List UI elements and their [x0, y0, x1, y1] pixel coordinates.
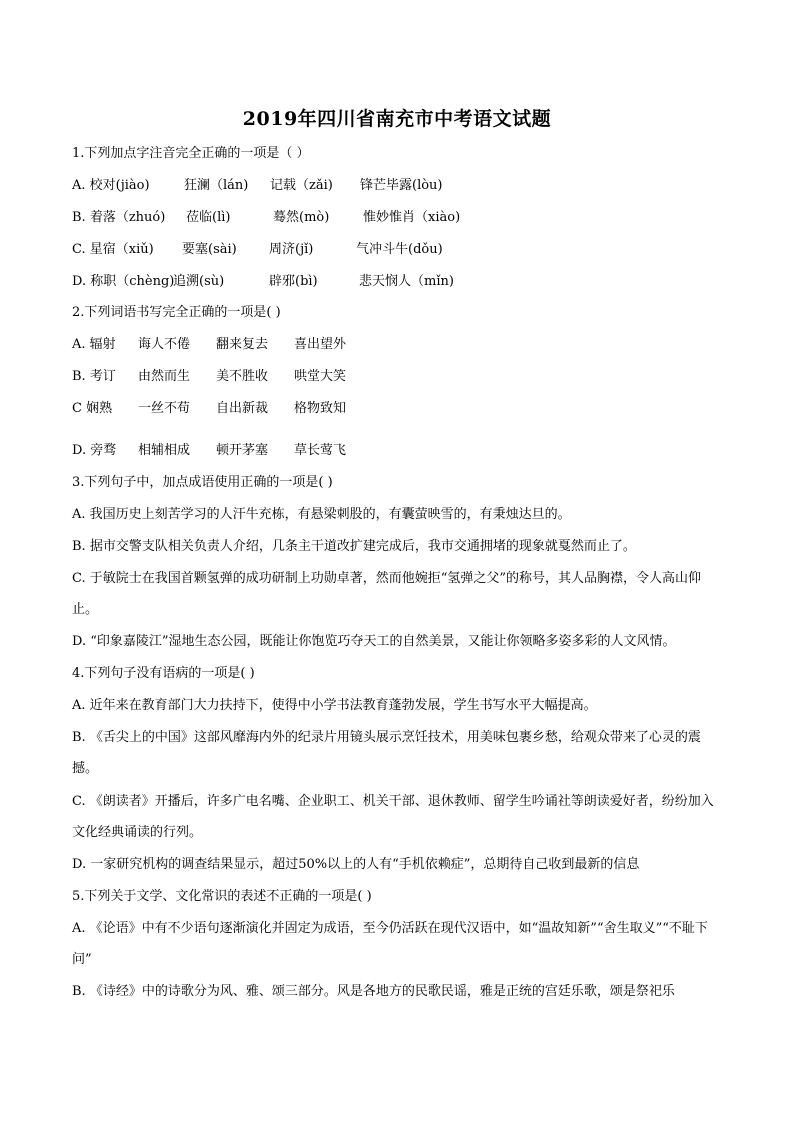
option-item: D. 称职（chèng) [72, 274, 175, 289]
question-4-option-a: A. 近年来在教育部门大力扶持下，使得中小学书法教育蓬勃发展，学生书写水平大幅提高。 [72, 698, 597, 713]
option-item: 自出新裁 [216, 401, 269, 416]
question-3-option-d: D. “印象嘉陵江”湿地生态公园，既能让你饱览巧夺天工的自然美景，又能让你领略多姿多彩的人文风情。 [72, 634, 676, 649]
option-item: 锋芒毕露(lòu) [360, 178, 443, 193]
question-5-stem: 5.下列关于文学、文化常识的表述不正确的一项是( ) [72, 889, 372, 904]
option-item: B. 着落（zhuó) [72, 210, 166, 225]
question-1-option-d [72, 274, 454, 290]
option-item: 翻来复去 [216, 337, 269, 352]
option-item: 草长莺飞 [294, 443, 347, 458]
option-item: 气冲斗牛(dǒu) [356, 242, 443, 257]
option-item: 哄堂大笑 [294, 369, 347, 384]
question-2-option-b [72, 369, 346, 385]
option-item: 惟妙惟肖（xiào) [363, 210, 461, 225]
question-4-option-c: C. 《朗读者》开播后，许多广电名嘴、企业职工、机关干部、退休教师、留学生吟诵社等朗读爱好者，纷纷加入文化经典诵读的行列。 [72, 794, 714, 840]
option-item: C 娴熟 [72, 401, 113, 416]
option-item: 悲天悯人（mǐn) [359, 274, 454, 289]
question-3-option-c: C. 于敏院士在我国首颗氢弹的成功研制上功勋卓著，然而他婉拒“氢弹之父”的称号，其人品胸襟，令人高山仰止。 [72, 571, 702, 617]
option-item: A. 辐射 [72, 337, 116, 352]
option-item: 追溯(sù) [173, 274, 225, 289]
option-item: 蓦然(mò) [273, 210, 330, 225]
option-item: 格物致知 [294, 401, 347, 416]
question-2-option-d [72, 443, 346, 459]
option-item: C. 星宿（xiǔ) [72, 242, 154, 257]
option-item: 狂澜（lán) [184, 178, 249, 193]
question-4-option-d: D. 一家研究机构的调查结果显示，超过50%以上的人有“手机依赖症”，总期待自己收到最新的信息 [72, 857, 640, 872]
option-item: 周济(jǐ) [269, 242, 314, 257]
option-item: 喜出望外 [294, 337, 347, 352]
question-5-option-b: B. 《诗经》中的诗歌分为风、雅、颂三部分。风是各地方的民歌民谣，雅是正统的宫廷乐歌，颂是祭祀乐 [72, 984, 675, 999]
question-4-stem: 4.下列句子没有语病的一项是( ) [72, 666, 255, 681]
option-item: B. 考订 [72, 369, 116, 384]
option-item: 顿开茅塞 [216, 443, 269, 458]
option-item: 诲人不倦 [138, 337, 191, 352]
option-item: 辟邪(bì) [269, 274, 318, 289]
question-4-option-b: B. 《舌尖上的中国》这部风靡海内外的纪录片用镜头展示烹饪技术，用美味包裹乡愁，给观众带来了心灵的震撼。 [72, 730, 701, 776]
option-item: 莅临(lì) [186, 210, 231, 225]
question-5-option-a: A. 《论语》中有不少语句逐渐演化并固定为成语，至今仍活跃在现代汉语中，如“温故知新”“舍生取义”“不耻下问” [72, 921, 708, 967]
question-3-option-a: A. 我国历史上刻苦学习的人汗牛充栋，有悬梁刺股的，有囊萤映雪的，有秉烛达旦的。 [72, 507, 571, 522]
option-item: D. 旁骛 [72, 443, 117, 458]
option-item: 美不胜收 [216, 369, 269, 384]
document-title: 2019年四川省南充市中考语文试题 [242, 108, 552, 130]
question-1-stem: 1.下列加点字注音完全正确的一项是（ ） [72, 146, 310, 161]
option-item: 一丝不苟 [138, 401, 191, 416]
question-1-option-b [72, 210, 460, 226]
question-1-option-a [72, 178, 443, 194]
question-3-stem: 3.下列句子中，加点成语使用正确的一项是( ) [72, 475, 333, 490]
option-item: 要塞(sài) [182, 242, 237, 257]
option-item: 记载（zǎi) [270, 178, 333, 193]
option-item: A. 校对(jiào) [72, 178, 150, 193]
question-2-option-a [72, 337, 346, 353]
question-1-option-c [72, 242, 443, 258]
question-2-stem: 2.下列词语书写完全正确的一项是( ) [72, 305, 281, 320]
option-item: 相辅相成 [138, 443, 191, 458]
question-3-option-b: B. 据市交警支队相关负责人介绍，几条主干道改扩建完成后，我市交通拥堵的现象就戛然而止了。 [72, 539, 636, 554]
option-item: 由然而生 [138, 369, 191, 384]
question-2-option-c [72, 401, 346, 417]
